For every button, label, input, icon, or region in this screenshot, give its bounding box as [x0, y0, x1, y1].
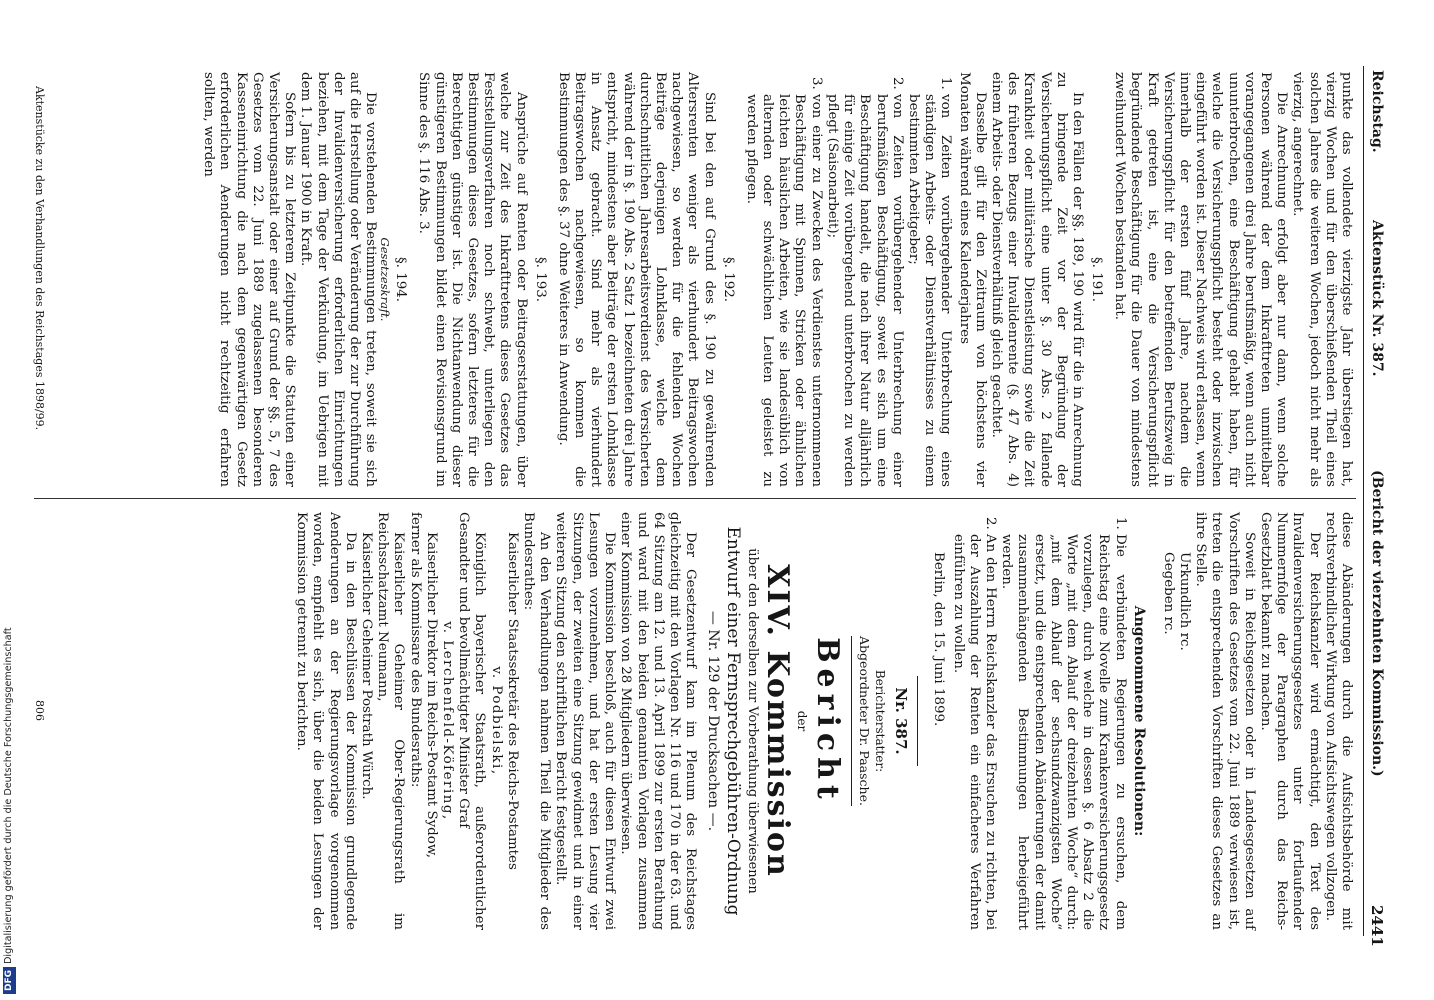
- commissioner-2: Kaiserlicher Geheimer Postrath Würch.: [359, 532, 375, 800]
- right-paragraph-1: diese Abänderungen durch die Aufsichtsbehörde mit rechtsverbindlicher Wirkung von Aufsichtswegen vollzogen.: [1322, 512, 1354, 930]
- left-column: [200, 72, 1354, 487]
- report-der: der: [795, 710, 810, 732]
- subject-line-1: über den derselben zur Vorberathung überwiesenen: [745, 548, 761, 894]
- reporter-label: Berichterstatter:: [873, 669, 888, 773]
- reporter-rule: [851, 636, 852, 806]
- section-193-title: §. 193.: [532, 256, 548, 303]
- member-3: Kaiserlicher Direktor im Reichs-Postamt Sydow,: [423, 532, 439, 858]
- report-paragraph-2: Die Kommission beschloß, auch für diesen Entwurf zwei Lesungen vorzunehmen, und hat der ersten Lesung vier Sitzungen, der zweiten eine Sitzung gewidmet und in einer weiteren Sitzung den schriftlichen Bericht festgestellt.: [553, 512, 618, 930]
- reporter-name: Abgeordneter Dr. Paasche.: [857, 636, 873, 806]
- report-paragraph-3: An den Verhandlungen nahmen Theil die Mitglieder des Bundesrathes:: [521, 512, 553, 930]
- document-number: Nr. 387.: [892, 687, 911, 755]
- right-paragraph-3: Soweit in Reichsgesetzen oder in Landesgesetzen auf Vorschriften des Gesetzes vom 22. Juni 1889 verwiesen ist, treten die entsprechenden Vorschriften dieses Gesetzes an ihre Stelle.: [1193, 512, 1257, 930]
- section-194-title: §. 194.: [393, 256, 409, 303]
- section-194-paragraph-1: Die vorstehenden Bestimmungen treten, soweit sie sich auf die Herstellung oder Veränderung der zur Durchführung der Invalidenversicherung erforderlichen Einrichtungen beziehen, mit dem Tage der Verkündung, im Uebrigen mit dem 1. Januar 1900 in Kraft.: [298, 72, 379, 487]
- report-paragraph-1: Der Gesetzentwurf kam im Plenum des Reichstages gleichzeitig mit den Vorlagen Nr. 116 und 170 in der 63. und 64 Sitzung am 12. und 13. April 1899 zur ersten Berathung und ward mit den beiden genannten Vorlagen zusammen einer Kommission von 28 Mitgliedern überwiesen.: [618, 512, 699, 930]
- report-paragraph-4: ferner als Kommissare des Bundesraths:: [407, 512, 423, 788]
- left-paragraph-1: punkte das vollendete vierzigste Jahr überstiegen hat, vierzig Wochen und für den überschießenden Theil eines solchen Jahres die weiteren Wochen, jedoch nicht mehr als vierzig, angerechnet.: [1290, 72, 1354, 487]
- subject-line-2: Entwurf einer Fernsprechgebühren-Ordnung: [723, 526, 744, 916]
- member-1: Kaiserlicher Staatssekretär des Reichs-Postamtes: [504, 532, 520, 870]
- resolution-2: 2. An den Herrn Reichskanzler das Ersuchen zu richten, bei der Auszahlung der Renten ein einfacheres Verfahren einführen zu wollen.: [949, 534, 998, 930]
- sidebar-credit: Digitalisierung gefördert durch die Deutsche Forschungsgemeinschaft: [3, 627, 14, 964]
- section-191-item-2: 2. von Zeiten vorübergehender Unterbrechung einer berufsmäßigen Beschäftigung, soweit es sich um eine Beschäftigung handelt, die nach ihrer Natur alljährlich für einige Zeit vorübergehend unterbrochen zu werden pflegt (Saisonarbeit);: [824, 94, 905, 487]
- resolutions-title: Angenommene Resolutionen:: [1130, 605, 1147, 837]
- header-left: Reichstag.: [1369, 70, 1385, 153]
- right-column: [293, 512, 1354, 930]
- left-paragraph-2: Die Anrechnung erfolgt aber nur dann, wenn solche Personen während der dem Inkrafttreten unmittelbar vorangegangenen drei Jahre berufsmäßig, wenn auch nicht ununterbrochen, eine Beschäftigung gehabt haben, für welche die Versicherungspflicht besteht oder inzwischen eingeführt worden ist. Dieser Nachweis wird erlassen, wenn innerhalb der ersten fünf Jahre, nachdem die Versicherungspflicht für den betreffenden Berufszweig in Kraft getreten ist, eine die Versicherungspflicht begründende Beschäftigung für die Dauer von mindestens zweihundert Wochen bestanden hat.: [1112, 72, 1290, 487]
- commissioner-1: Kaiserlicher Geheimer Ober-Regierungsrath im Reichsschatzamt Neumann,: [375, 512, 407, 930]
- signature-line-2: Gegeben rc.: [1160, 552, 1176, 635]
- column-divider: [34, 498, 1356, 499]
- section-191-list: [743, 72, 954, 487]
- section-191-paragraph-1: In den Fällen der §§. 189, 190 wird für die in Anrechnung zu bringende Zeit vor der Begründung der Versicherungspflicht eine unter §. 30 Abs. 2 fallende Krankheit oder militärische Dienstleistung sowie die Zeit des früheren Bezugs einer Invalidenrente (§. 47 Abs. 4) einem Arbeits- oder Dienstverhältniß gleich geachtet.: [988, 72, 1085, 487]
- resolutions-list: [949, 512, 1127, 930]
- member-2: Königlich bayerischer Staatsrath, außerordentlicher Gesandter und bevollmächtigter Minister Graf: [456, 512, 488, 930]
- section-191-item-1: 1. von Zeiten vorübergehender Unterbrechung eines ständigen Arbeits- oder Dienstverhältnisses zu einem bestimmten Arbeitgeber;: [905, 94, 954, 487]
- section-191-item-3: 3. von einer zu Zwecken des Verdienstes unternommenen Beschäftigung mit Spinnen, Stricken oder ähnlichen leichten häuslichen Arbeiten, wie sie landesüblich von alternden oder schwächlichen Leuten geleistet zu werden pflegen.: [743, 94, 824, 487]
- date-line: Berlin, den 15. Juni 1899.: [931, 552, 947, 727]
- section-192-title: §. 192.: [720, 256, 736, 303]
- section-194-subtitle: Gesetzeskraft.: [378, 237, 393, 322]
- dfg-logo: DFG: [3, 967, 16, 994]
- header-middle: Aktenstück Nr. 387.: [1369, 220, 1385, 377]
- section-separator: [917, 676, 918, 766]
- left-footer: Aktenstücke zu den Verhandlungen des Reichstages 1898/99.: [33, 86, 46, 431]
- section-192-paragraph: Sind bei den auf Grund des §. 190 zu gewährenden Altersrenten weniger als vierhundert Beitragswochen nachgewiesen, so werden für die fehlenden Wochen Beiträge derjenigen Lohnklasse, welche dem durchschnittlichen Jahresarbeitsverdienst des Versicherten während der in §. 190 Abs. 2 Satz 1 bezeichneten drei Jahre entspricht, mindestens aber Beiträge der ersten Lohnklasse in Ansatz gebracht. Sind mehr als vierhundert Beitragswochen nachgewiesen, so kommen die Bestimmungen des §. 37 ohne Weiteres in Anwendung.: [555, 72, 717, 487]
- report-paragraph-5: Da in den Beschlüssen der Kommission grundlegende Aenderungen an der Regierungsvorlage vorgenommen worden, empfiehlt es sich, über die beiden Lesungen der Kommission getrennt zu berichten.: [294, 512, 358, 930]
- page-number: 2441: [1368, 905, 1386, 947]
- section-194-paragraph-2: Sofern bis zu letzterem Zeitpunkte die Statuten einer Versicherungsanstalt oder einer auf Grund der §§. 5, 7 des Gesetzes vom 22. Juni 1889 zugelassenen besonderen Kasseneinrichtung die nach dem gegenwärtigen Gesetz erforderlichen Aenderungen nicht rechtzeitig erfahren sollten, werden: [201, 72, 298, 487]
- resolution-1: 1. Die verbündeten Regierungen zu ersuchen, dem Reichstag eine Novelle zum Krankenversicherungsgesetz vorzulegen, durch welche in dessen §. 6 Absatz 2 die Worte „mit dem Ablauf der dreizehnten Woche“ durch: „mit dem Ablauf der sechsundzwanzigsten Woche“ ersetzt, und die entsprechenden Abänderungen der damit zusammenhängenden Bestimmungen herbeigeführt werden.: [998, 534, 1128, 930]
- commission-title: XIV. Kommission: [760, 564, 796, 878]
- subject-line-3: — Nr. 129 der Drucksachen —.: [705, 610, 722, 832]
- report-title: Bericht: [810, 637, 846, 805]
- signature-line-1: Urkundlich rc.: [1176, 552, 1192, 651]
- header-right: (Bericht der vierzehnten Kommission.): [1369, 470, 1385, 777]
- member-2-name: v. Lerchenfeld-Köfering,: [440, 621, 456, 821]
- header-rule: [1363, 66, 1364, 936]
- footer-page-number: 806: [33, 700, 46, 721]
- section-191-title: §. 191.: [1088, 256, 1104, 303]
- section-191-paragraph-2: Dasselbe gilt für den Zeitraum von höchstens vier Monaten während eines Kalenderjahres: [956, 72, 988, 487]
- section-193-paragraph: Ansprüche auf Renten oder Beitragserstattungen, über welche zur Zeit des Inkrafttretens dieses Gesetzes das Feststellungsverfahren noch schwebt, unterliegen den Bestimmungen dieses Gesetzes, sofern letzteres für die Berechtigten günstiger ist. Die Nichtanwendung dieser günstigeren Bestimmungen bildet einen Revisionsgrund im Sinne des §. 116 Abs. 3.: [416, 72, 529, 487]
- member-1-name: v. Podbielski,: [488, 666, 504, 776]
- right-paragraph-2: Der Reichskanzler wird ermächtigt, den Text des Invalidenversicherungsgesetzes unter fortlaufender Nummernfolge der Paragraphen durch das Reichs-Gesetzblatt bekannt zu machen.: [1257, 512, 1322, 930]
